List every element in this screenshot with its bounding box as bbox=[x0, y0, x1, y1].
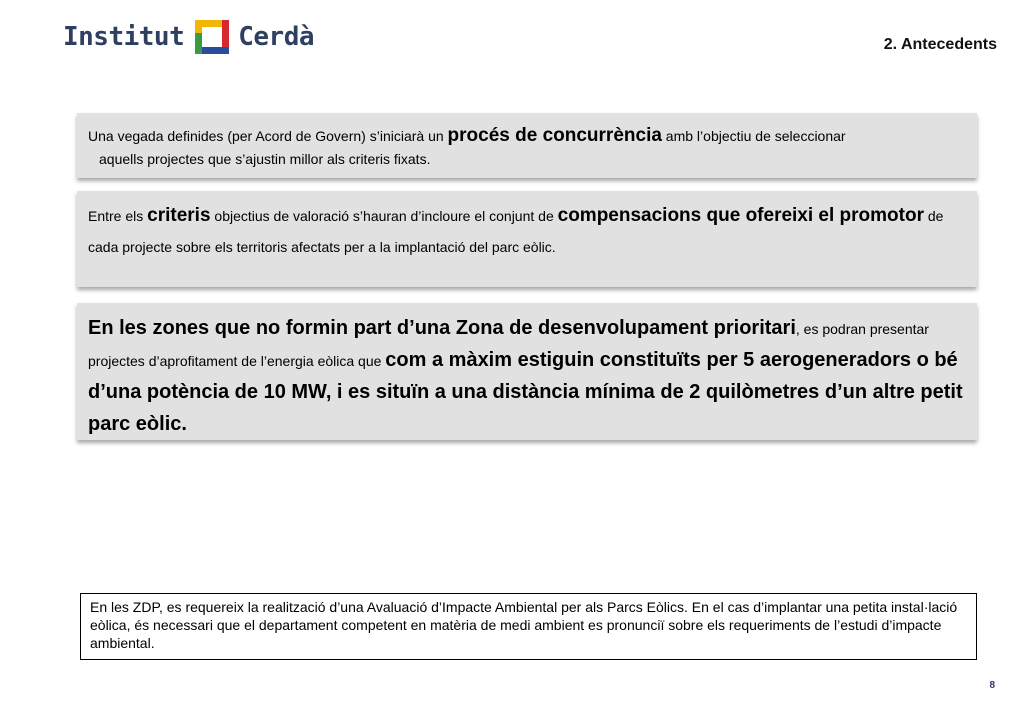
box1-text bbox=[88, 123, 963, 169]
box1-text-1: Una vegada definides (per Acord de Govern) s’iniciarà un bbox=[88, 128, 448, 144]
page-number: 8 bbox=[989, 680, 995, 691]
info-box-zones bbox=[77, 303, 977, 440]
box2-text-1: Entre els bbox=[88, 208, 148, 224]
logo-right-word: Cerdà bbox=[238, 22, 315, 52]
box2-emphasis-2: compensacions que ofereixi el promotor bbox=[557, 205, 924, 226]
box2-text bbox=[88, 200, 963, 263]
box3-emphasis-2: com a màxim estiguin constituïts per 5 aerogeneradors o bé d’una potència de 10 MW, i es situïn a una distància mínima de 2 quilòmetres d’un altre petit parc eòlic. bbox=[88, 349, 963, 435]
box2-emphasis-1: criteris bbox=[147, 205, 211, 226]
box1-text-2: amb l’objectiu de seleccionar bbox=[661, 128, 846, 144]
box3-emphasis-1: En les zones que no formin part d’una Zona de desenvolupament prioritari bbox=[88, 317, 796, 339]
box1-emphasis: procés de concurrència bbox=[447, 125, 662, 146]
logo-left-word: Institut bbox=[63, 22, 185, 52]
section-title: 2. Antecedents bbox=[883, 36, 997, 53]
info-box-concurrence bbox=[77, 113, 977, 178]
box3-text-1: , es podran presentar projectes d’aprofitament de l’energia eòlica que bbox=[88, 321, 929, 369]
info-box-criteria bbox=[77, 191, 977, 287]
zdp-note-box: En les ZDP, es requereix la realització d’una Avaluació d’Impacte Ambiental per als Parcs Eòlics. En el cas d’implantar una petita instal·lació eòlica, és necessari que el departament competent en matèria de medi ambient es pronunciï sobre els requeriments de l’estudi d’impacte ambiental. bbox=[80, 593, 977, 660]
institut-cerda-logo bbox=[63, 18, 314, 56]
box2-text-2: objectius de valoració s’hauran d’incloure el conjunt de bbox=[210, 208, 558, 224]
box3-text bbox=[88, 313, 963, 441]
box2-text-3: de cada projecte sobre els territoris afectats per a la implantació del parc eòlic. bbox=[88, 208, 944, 255]
logo-mark-icon bbox=[194, 19, 230, 55]
box1-text-3: aquells projectes que s’ajustin millor als criteris fixats. bbox=[99, 151, 431, 167]
